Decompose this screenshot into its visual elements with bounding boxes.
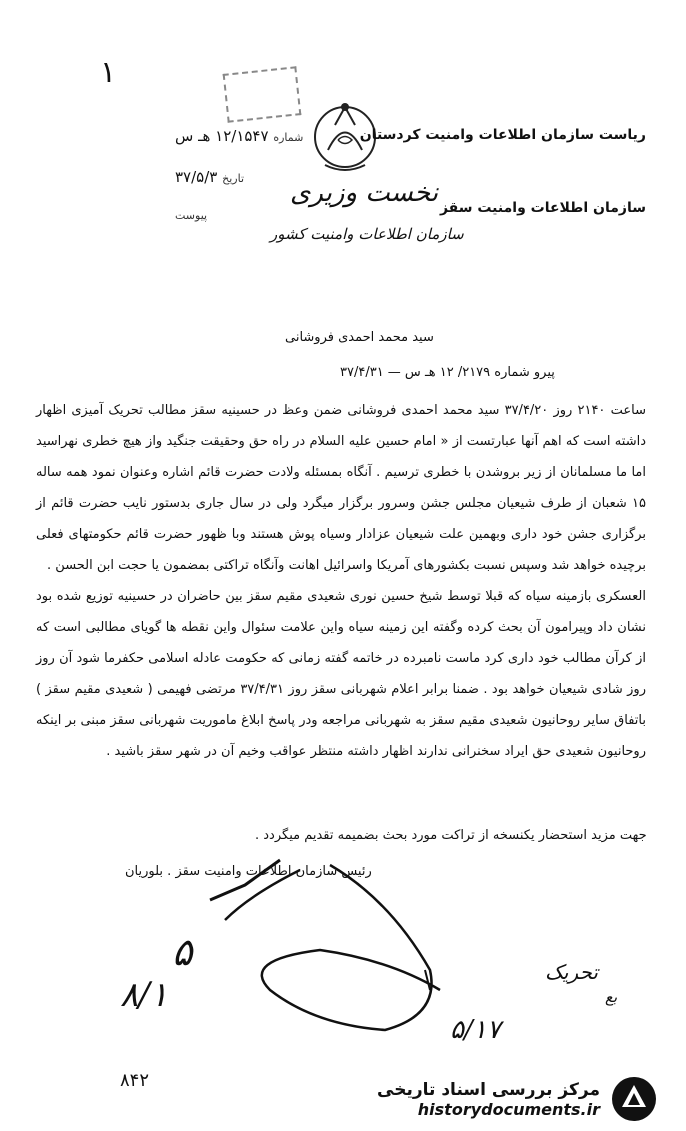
handwritten-mark-1: ۵: [172, 930, 193, 974]
number-label: شماره: [273, 131, 304, 144]
reference-line: پیرو شماره ۲۱۷۹/ ۱۲ هـ س — ۳۷/۴/۳۱: [340, 365, 555, 380]
handwritten-note: تحریک: [545, 960, 598, 984]
handwritten-mark-2: ۸/۱: [120, 975, 168, 1015]
faded-stamp: [223, 66, 302, 122]
date-value: ۳۷/۵/۳: [175, 168, 218, 186]
letter-date: [175, 168, 244, 186]
body-paragraph-2: العسکری بازمینه سیاه که قبلا توسط شیخ حسین نوری شعیدی مقیم سقز بین حاضران در حسینیه توزیع شده بود نشان داد وپیرامون آن بحث کرده وگفته این زمینه سیاه واین علامت سئوال واین نقطه ها گویای مطالبی است که از کرآن مطالب خود داری کرد ماست نامبرده در خاتمه گفته زمانی که حکومت عادله اسلامی حکفرما شود آن روز روز شادی شیعیان خواهد بود . ضمنا برابر اعلام شهربانی سقز روز ۳۷/۴/۳۱ مرتضی فهیمی ( شعیدی مقیم سقز ) باتفاق سایر روحانیون شعیدی مقیم سقز به شهربانی مراجعه ودر پاسخ ابلاغ ماموریت شهربانی سقز مبنی بر اینکه روحانیون شعیدی حق ایراد سخنرانی ندارند اظهار داشته منتظر عواقب وخیم آن در شهر سقز باشید .: [36, 589, 646, 759]
date-label: تاریخ: [222, 172, 245, 185]
handwritten-mark-3: ۵/۱۷: [450, 1015, 501, 1045]
letter-attachment: [175, 205, 207, 223]
attachment-label: پیوست: [175, 209, 208, 222]
recipient-line-top: ریاست سازمان اطلاعات وامنیت کردستان: [359, 127, 646, 143]
recipient-line-bottom: سازمان اطلاعات وامنیت سقز: [439, 200, 646, 216]
subject-line: سید محمد احمدی فروشانی: [285, 330, 434, 345]
footer-text: [377, 1080, 600, 1119]
letterhead-subtitle: سازمان اطلاعات وامنیت کشور: [270, 225, 464, 243]
footer-watermark: [377, 1075, 658, 1123]
handwritten-mark-5: بع: [605, 988, 618, 1006]
letterhead-title: نخست وزیری: [290, 178, 439, 208]
letter-number: [175, 127, 303, 145]
body-paragraph-1: ساعت ۲۱۴۰ روز ۳۷/۴/۲۰ سید محمد احمدی فروشانی ضمن وعظ در حسینیه سقز مطالب تحریک آمیزی اظهار داشته است که اهم آنها عبارتست از « امام حسین علیه السلام در راه حق وحقیقت جنگید واز هیچ خطری نهراسید اما ما مسلمانان از زیر بروشدن با خطری ترسیم . آنگاه بمسئله ولادت حضرت قائم اشاره وعنوان نمود همه ساله ۱۵ شعبان از طرف شیعیان مجلس جشن وسرور برگزار میگرد ولی در سال جاری بدستور نایب حضرت قائم از برگزاری جشن خود داری وبهمین علت شیعیان عزادار وسیاه پوش هستند وبا ظهور حضرت قائم حکومتهای فعلی برچیده خواهد شد وسپس نسبت بکشورهای آمریکا واسرائیل اهانت وآنگاه تراکتی بمضمون یا حجت ابن الحسن .: [36, 403, 646, 573]
archive-logo-icon: [610, 1075, 658, 1123]
letter-body: [36, 395, 646, 767]
closing-line: جهت مزید استحضار یکنسخه از تراکت مورد بحث بضمیمه تقدیم میگردد .: [255, 828, 647, 843]
archive-number: ۸۴۲: [120, 1070, 150, 1091]
footer-org-name: مرکز بررسی اسناد تاریخی: [377, 1079, 600, 1100]
number-value: ۱۲/۱۵۴۷ هـ س: [175, 127, 269, 145]
signature-title: رئیس سازمان اطلاعات وامنیت سقز . بلوریان: [125, 864, 372, 879]
footer-url: historydocuments.ir: [417, 1099, 600, 1119]
page-number-mark: ۱: [100, 55, 117, 90]
